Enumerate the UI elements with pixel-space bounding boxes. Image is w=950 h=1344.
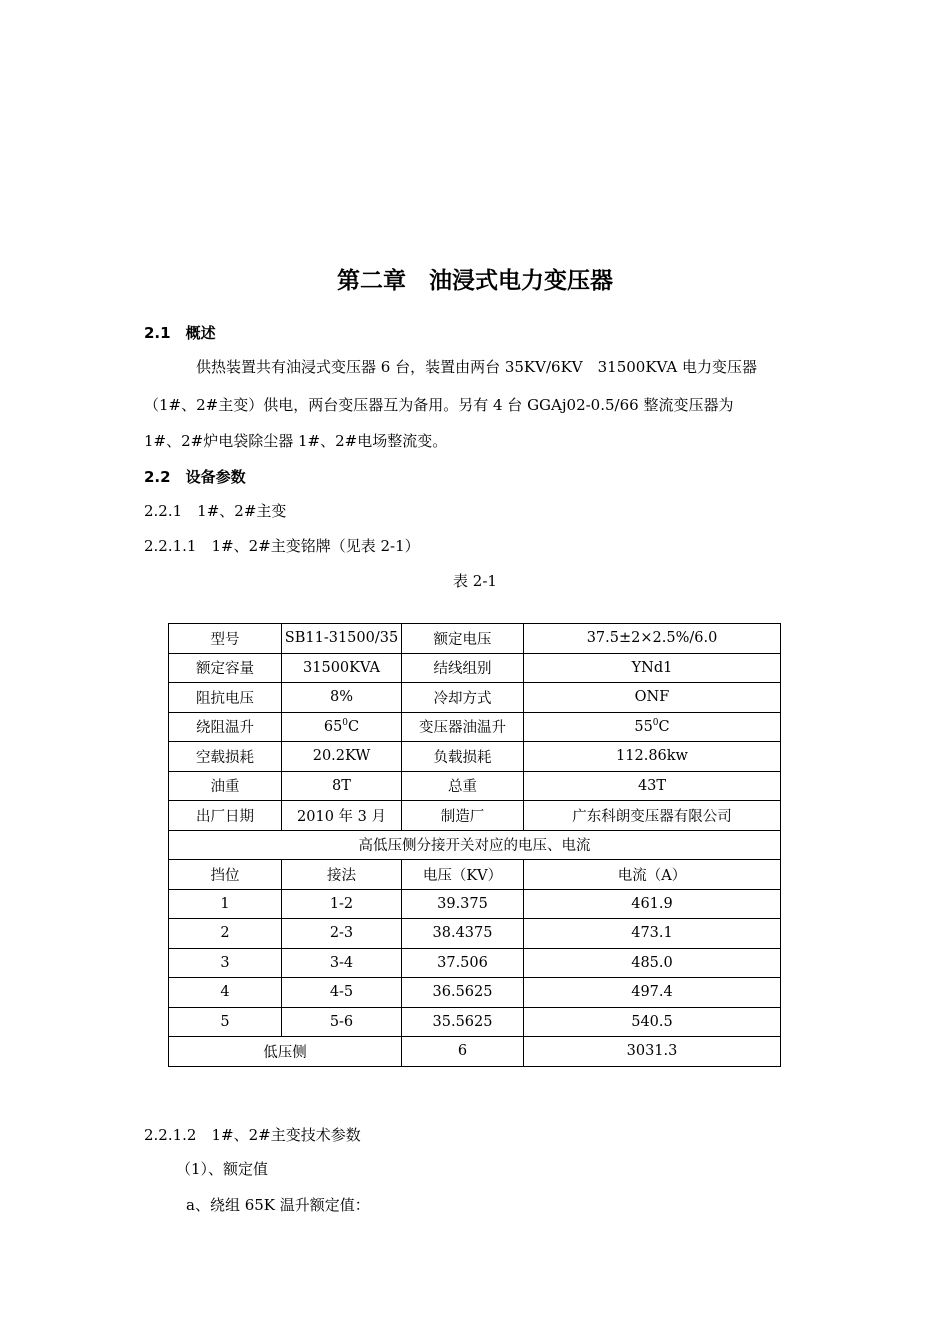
- overview-line-1: 供热装置共有油浸式变压器 6 台，装置由两台 35KV/6KV 31500KVA 电力变压器: [196, 358, 757, 376]
- table-cell: 1: [169, 889, 282, 919]
- table-cell: 3-4: [282, 948, 402, 978]
- table-cell: 4: [169, 978, 282, 1008]
- table-cell: 3031.3: [524, 1037, 781, 1067]
- table-cell: 43T: [524, 771, 781, 801]
- table-cell: 540.5: [524, 1007, 781, 1037]
- table-cell: [282, 712, 402, 742]
- section-heading-2-2: 2.2 设备参数: [144, 468, 246, 486]
- table-cell: 35.5625: [402, 1007, 524, 1037]
- table-cell: 结线组别: [402, 653, 524, 683]
- table-cell: 额定容量: [169, 653, 282, 683]
- table-row: [169, 978, 781, 1008]
- table-row: [169, 830, 781, 860]
- overview-line-3: 1#、2#炉电袋除尘器 1#、2#电场整流变。: [144, 432, 448, 450]
- subsection-heading-2-2-1-2: 2.2.1.2 1#、2#主变技术参数: [144, 1126, 361, 1144]
- table-row: [169, 771, 781, 801]
- table-cell: 38.4375: [402, 919, 524, 949]
- table-cell: 1-2: [282, 889, 402, 919]
- table-cell: 油重: [169, 771, 282, 801]
- table-cell: 2-3: [282, 919, 402, 949]
- table-cell: 冷却方式: [402, 683, 524, 713]
- subsection-heading-2-2-1-1: 2.2.1.1 1#、2#主变铭牌（见表 2-1）: [144, 537, 420, 555]
- oil-rise-value: 55: [634, 719, 653, 736]
- table-cell: 总重: [402, 771, 524, 801]
- tap-heading: 高低压侧分接开关对应的电压、电流: [169, 830, 781, 860]
- table-cell: 阻抗电压: [169, 683, 282, 713]
- table-cell: 497.4: [524, 978, 781, 1008]
- table-cell: 20.2KW: [282, 742, 402, 772]
- table-row: [169, 624, 781, 654]
- table-cell: 473.1: [524, 919, 781, 949]
- table-row: [169, 712, 781, 742]
- table-cell: 制造厂: [402, 801, 524, 831]
- table-cell: 5-6: [282, 1007, 402, 1037]
- table-cell: 485.0: [524, 948, 781, 978]
- table-cell: 31500KVA: [282, 653, 402, 683]
- table-cell: ONF: [524, 683, 781, 713]
- table-cell: 37.506: [402, 948, 524, 978]
- table-cell: SB11-31500/35: [282, 624, 402, 654]
- item-a: a、绕组 65K 温升额定值：: [186, 1196, 370, 1214]
- winding-rise-value: 65: [323, 719, 343, 736]
- column-header: 电压（KV）: [402, 860, 524, 890]
- temp-unit: C: [658, 719, 670, 736]
- low-side-label: 低压侧: [169, 1037, 402, 1067]
- table-cell: 39.375: [402, 889, 524, 919]
- table-cell: [524, 712, 781, 742]
- table-cell: 变压器油温升: [402, 712, 524, 742]
- table-cell: 461.9: [524, 889, 781, 919]
- rated-values-heading: （1）、额定值: [176, 1160, 269, 1178]
- column-header: 挡位: [169, 860, 282, 890]
- table-cell: 出厂日期: [169, 801, 282, 831]
- section-heading-2-1: 2.1 概述: [144, 324, 216, 342]
- subsection-heading-2-2-1: 2.2.1 1#、2#主变: [144, 502, 287, 520]
- table-caption: 表 2-1: [453, 572, 497, 590]
- chapter-title: 第二章 油浸式电力变压器: [337, 268, 613, 294]
- table-cell: 额定电压: [402, 624, 524, 654]
- table-cell: 2: [169, 919, 282, 949]
- table-row: [169, 948, 781, 978]
- table-row: [169, 1037, 781, 1067]
- nameplate-table: [168, 623, 781, 1067]
- degree-sup: 0: [342, 718, 349, 729]
- table-row: [169, 1007, 781, 1037]
- table-cell: 4-5: [282, 978, 402, 1008]
- table-row: [169, 653, 781, 683]
- degree-sup: 0: [652, 718, 659, 729]
- table-cell: 5: [169, 1007, 282, 1037]
- table-cell: 36.5625: [402, 978, 524, 1008]
- table-cell: 8%: [282, 683, 402, 713]
- table-row: [169, 801, 781, 831]
- overview-line-2: （1#、2#主变）供电，两台变压器互为备用。另有 4 台 GGAj02-0.5/66 整流变压器为: [144, 396, 734, 414]
- table-cell: 空载损耗: [169, 742, 282, 772]
- table-cell: 绕阻温升: [169, 712, 282, 742]
- table-cell: 6: [402, 1037, 524, 1067]
- table-cell: 广东科朗变压器有限公司: [524, 801, 781, 831]
- table-cell: YNd1: [524, 653, 781, 683]
- table-row: [169, 919, 781, 949]
- table-cell: 负载损耗: [402, 742, 524, 772]
- table-cell: 8T: [282, 771, 402, 801]
- column-header: 接法: [282, 860, 402, 890]
- temp-unit: C: [348, 719, 360, 736]
- table-cell: 2010 年 3 月: [282, 801, 402, 831]
- table-cell: 112.86kw: [524, 742, 781, 772]
- table-header-row: [169, 860, 781, 890]
- table-cell: 37.5±2×2.5%/6.0: [524, 624, 781, 654]
- table-row: [169, 742, 781, 772]
- table-row: [169, 683, 781, 713]
- column-header: 电流（A）: [524, 860, 781, 890]
- table-row: [169, 889, 781, 919]
- table-cell: 3: [169, 948, 282, 978]
- table-cell: 型号: [169, 624, 282, 654]
